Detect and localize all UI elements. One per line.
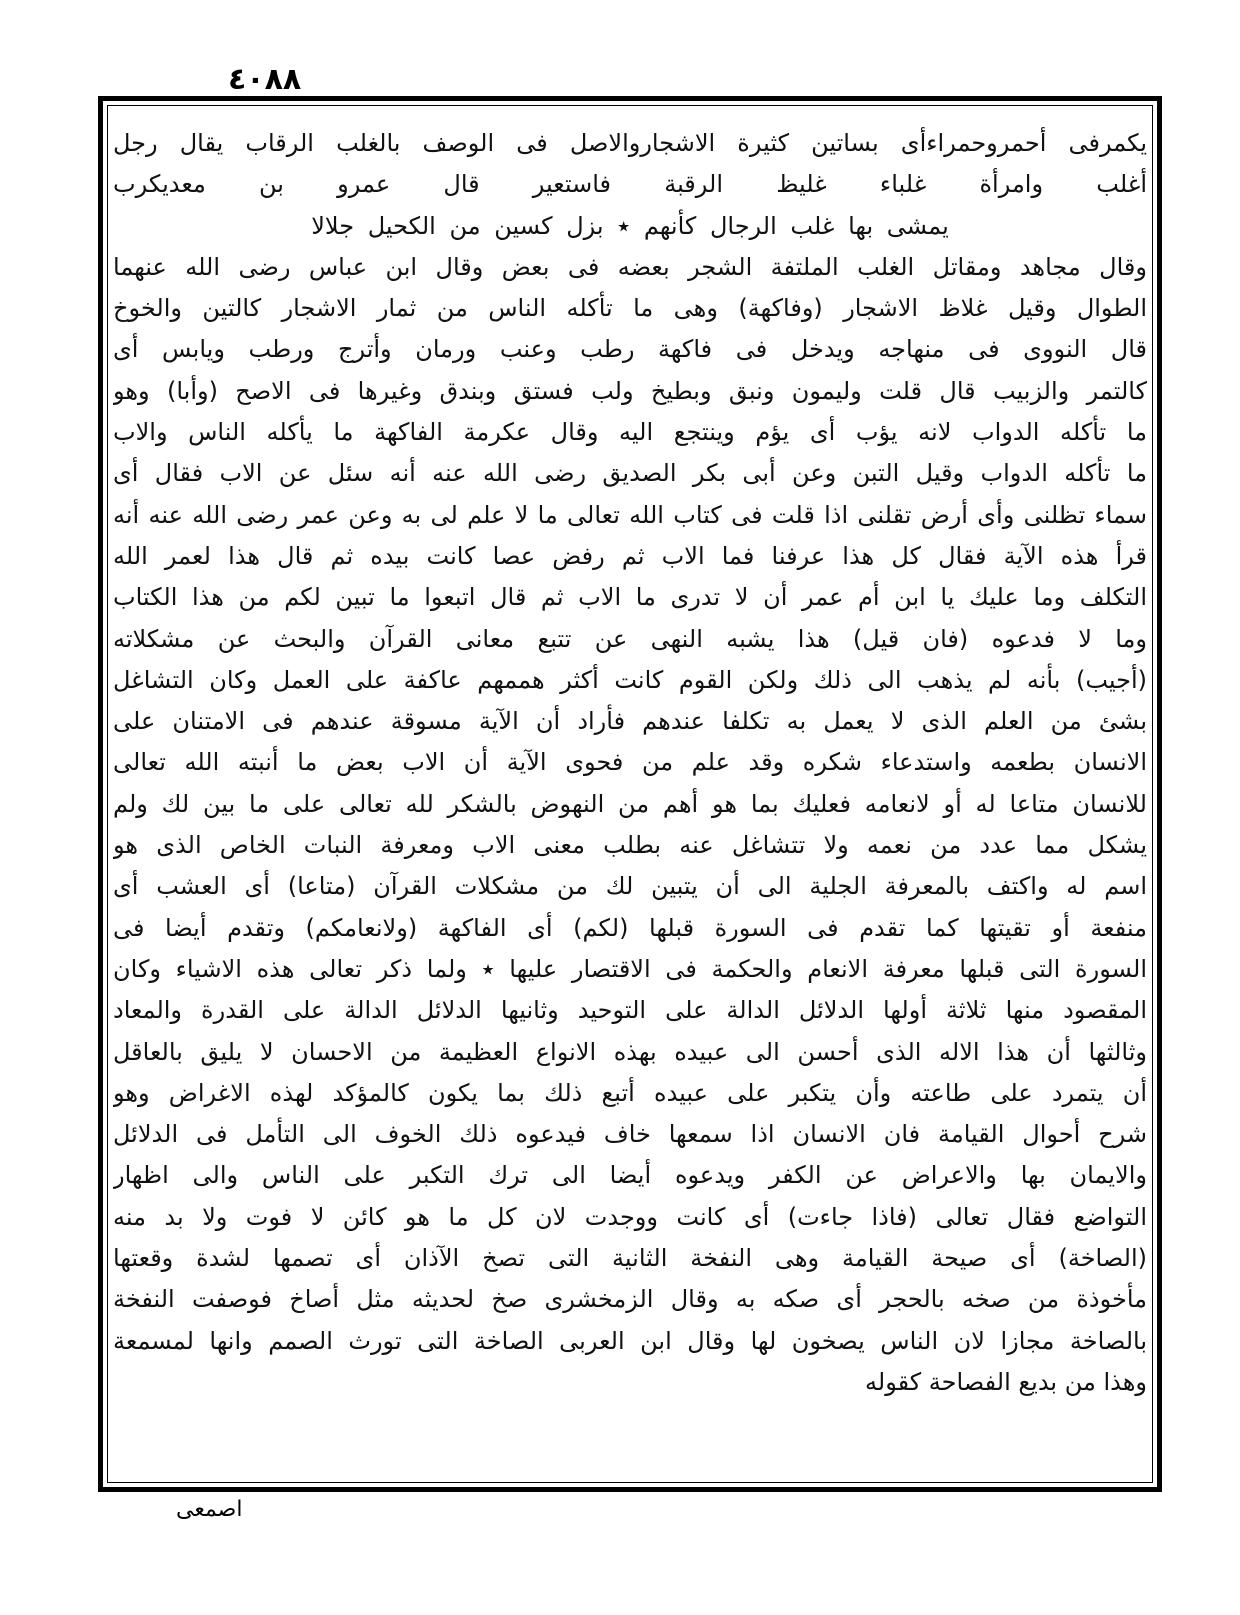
text-line: يكمرفى أحمروحمراءأى بساتين كثيرة الاشجاروالاصل فى الوصف بالغلب الرقاب يقال رجل [113,129,1147,157]
text-line: (الصاخة) أى صيحة القيامة وهى النفخة الثانية التى تصخ الآذان أى تصمها لشدة وقعتها [113,1244,1147,1273]
text-line: التواضع فقال تعالى (فاذا جاءت) أى كانت ووجدت لان كل ما هو كائن لا فوت ولا بد منه [113,1202,1147,1231]
text-line: السورة التى قبلها معرفة الانعام والحكمة فى الاقتصار عليها ٭ ولما ذكر تعالى هذه الاشياء وكان [113,954,1147,983]
text-line: المقصود منها ثلاثة أولها الدلائل الدالة على التوحيد وثانيها الدلائل الدالة على القدرة والمعاد [113,996,1147,1025]
text-line: أغلب وامرأة غلباء غليظ الرقبة فاستعير قال عمرو بن معديكرب [113,170,1147,199]
verse-line: يمشى بها غلب الرجال كأنهم ٭ بزل كسين من الكحيل جلالا [311,211,949,240]
text-line: وقال مجاهد ومقاتل الغلب الملتفة الشجر بعضه فى بعض وقال ابن عباس رضى الله عنهما [113,252,1147,281]
text-line: بشئ من العلم الذى لا يعمل به تكلفا عندهم فأراد أن الآية مسوقة عندهم فى الامتنان على [113,707,1147,736]
text-line: شرح أحوال القيامة فان الانسان اذا سمعها خاف فيدعوه ذلك الخوف الى التأمل فى الدلائل [113,1120,1147,1149]
text-line: وما لا فدعوه (فان قيل) هذا يشبه النهى عن تتبع معانى القرآن والبحث عن مشكلاته [113,624,1147,653]
text-body [113,123,1147,1403]
text-line: ما تأكله الدواب وقيل التبن وعن أبى بكر الصديق رضى الله عنه أنه سئل عن الاب فقال أى [113,459,1147,488]
text-line: وثالثها أن هذا الاله الذى أحسن الى عبيده بهذه الانواع العظيمة من الاحسان لا يليق بالعاقل [113,1037,1147,1066]
text-line: كالتمر والزبيب قال قلت وليمون ونبق وبطيخ ولب فستق وبندق وغيرها فى الاصح (وأبا) وهو [113,376,1147,405]
text-line: منفعة أو تقيتها كما تقدم فى السورة قبلها (لكم) أى الفاكهة (ولانعامكم) وتقدم أيضا فى [113,913,1147,942]
text-line: والايمان بها والاعراض عن الكفر ويدعوه أيضا الى ترك التكبر على الناس والى اظهار [113,1161,1147,1190]
text-line: سماء تظلنى وأى أرض تقلنى اذا قلت فى كتاب الله تعالى ما لا علم لى به وعن عمر رضى الله عنه أنه [113,500,1147,529]
text-line: ما تأكله الدواب لانه يؤب أى يؤم وينتجع اليه وقال عكرمة الفاكهة ما يأكله الناس والاب [113,418,1147,447]
text-frame [98,96,1162,1492]
text-line: (أجيب) بأنه لم يذهب الى ذلك ولكن القوم كانت أكثر هممهم عاكفة على العمل وكان التشاغل [113,665,1147,694]
text-line: بالصاخة مجازا لان الناس يصخون لها وقال ابن العربى الصاخة التى تورث الصمم وانها لمسمعة [113,1326,1147,1355]
text-line: للانسان متاعا له أو لانعامه فعليك بما هو أهم من النهوض بالشكر لله تعالى على ما بين لك ولم [113,789,1147,818]
text-line: قرأ هذه الآية فقال كل هذا عرفنا فما الاب ثم رفض عصا كانت بيده ثم قال هذا لعمر الله [113,541,1147,570]
text-line: مأخوذة من صخه بالحجر أى صكه به وقال الزمخشرى صخ لحديثه مثل أصاخ فوصفت النفخة [113,1285,1147,1314]
text-line: أن يتمرد على طاعته وأن يتكبر على عبيده أتبع ذلك بما يكون كالمؤكد لهذه الاغراض وهو [113,1078,1147,1107]
text-line: يشكل مما عدد من نعمه ولا تتشاغل عنه بطلب معنى الاب ومعرفة النبات الخاص الذى هو [113,831,1147,860]
text-line: الانسان بطعمه واستدعاء شكره وقد علم من فحوى الآية أن الاب بعض ما أنبته الله تعالى [113,748,1147,777]
text-line: وهذا من بديع الفصاحة كقوله [865,1367,1147,1396]
text-line: الطوال وقيل غلاظ الاشجار (وفاكهة) وهى ما تأكله الناس من ثمار الاشجار كالتين والخوخ [113,294,1147,323]
page-number: ٤٠٨٨ [228,62,302,97]
text-line: التكلف وما عليك يا ابن أم عمر أن لا تدرى ما الاب ثم قال اتبعوا ما تبين لكم من هذا الكتاب [113,583,1147,612]
text-line: اسم له واكتف بالمعرفة الجلية الى أن يتبين لك من مشكلات القرآن (متاعا) أى العشب أى [113,872,1147,901]
catchword: اصمعى [176,1497,243,1522]
text-line: قال النووى فى منهاجه ويدخل فى فاكهة رطب وعنب ورمان وأترج ورطب ويابس أى [113,335,1147,364]
